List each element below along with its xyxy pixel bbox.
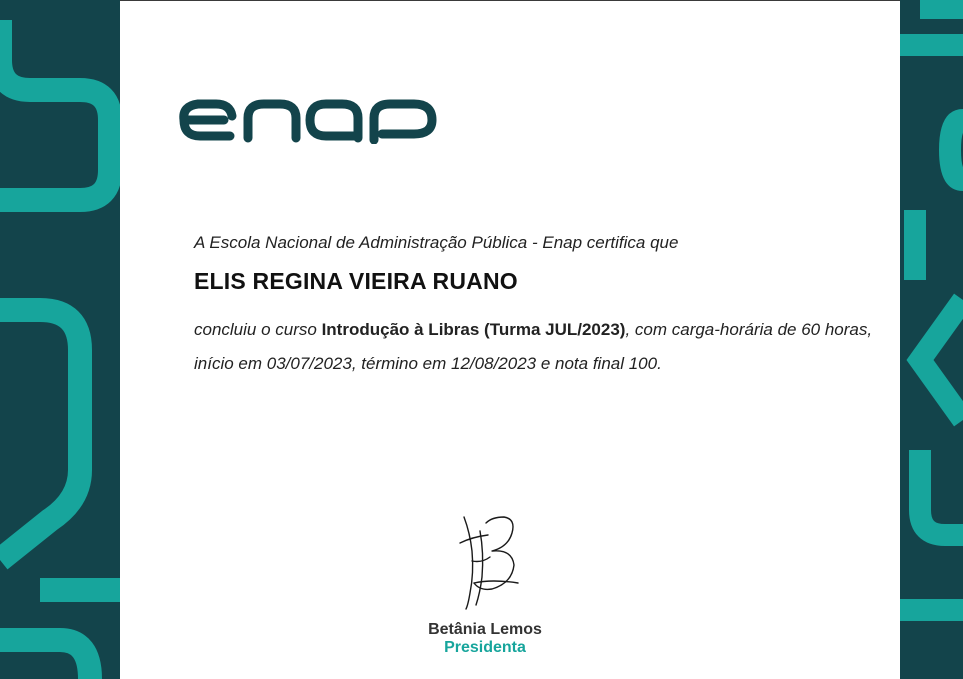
signature-graphic [452,513,530,615]
right-decorative-band [900,0,963,679]
body-suffix: , com carga-horária de 60 horas, início em 03/07/2023, término em 12/08/2023 e nota final 100. [194,320,873,373]
enap-logo [176,96,442,144]
certificate-body [194,313,884,381]
left-pattern-graphic [0,0,120,679]
signer-role: Presidenta [444,639,526,656]
course-name: Introdução à Libras (Turma JUL/2023) [321,320,626,339]
recipient-name: ELIS REGINA VIEIRA RUANO [194,268,518,294]
body-prefix: concluiu o curso [194,320,322,339]
intro-text: A Escola Nacional de Administração Pública - Enap certifica que [194,233,679,252]
left-decorative-band [0,0,120,679]
signer-name: Betânia Lemos [428,621,542,638]
top-border [0,0,963,1]
right-pattern-graphic [900,0,963,679]
